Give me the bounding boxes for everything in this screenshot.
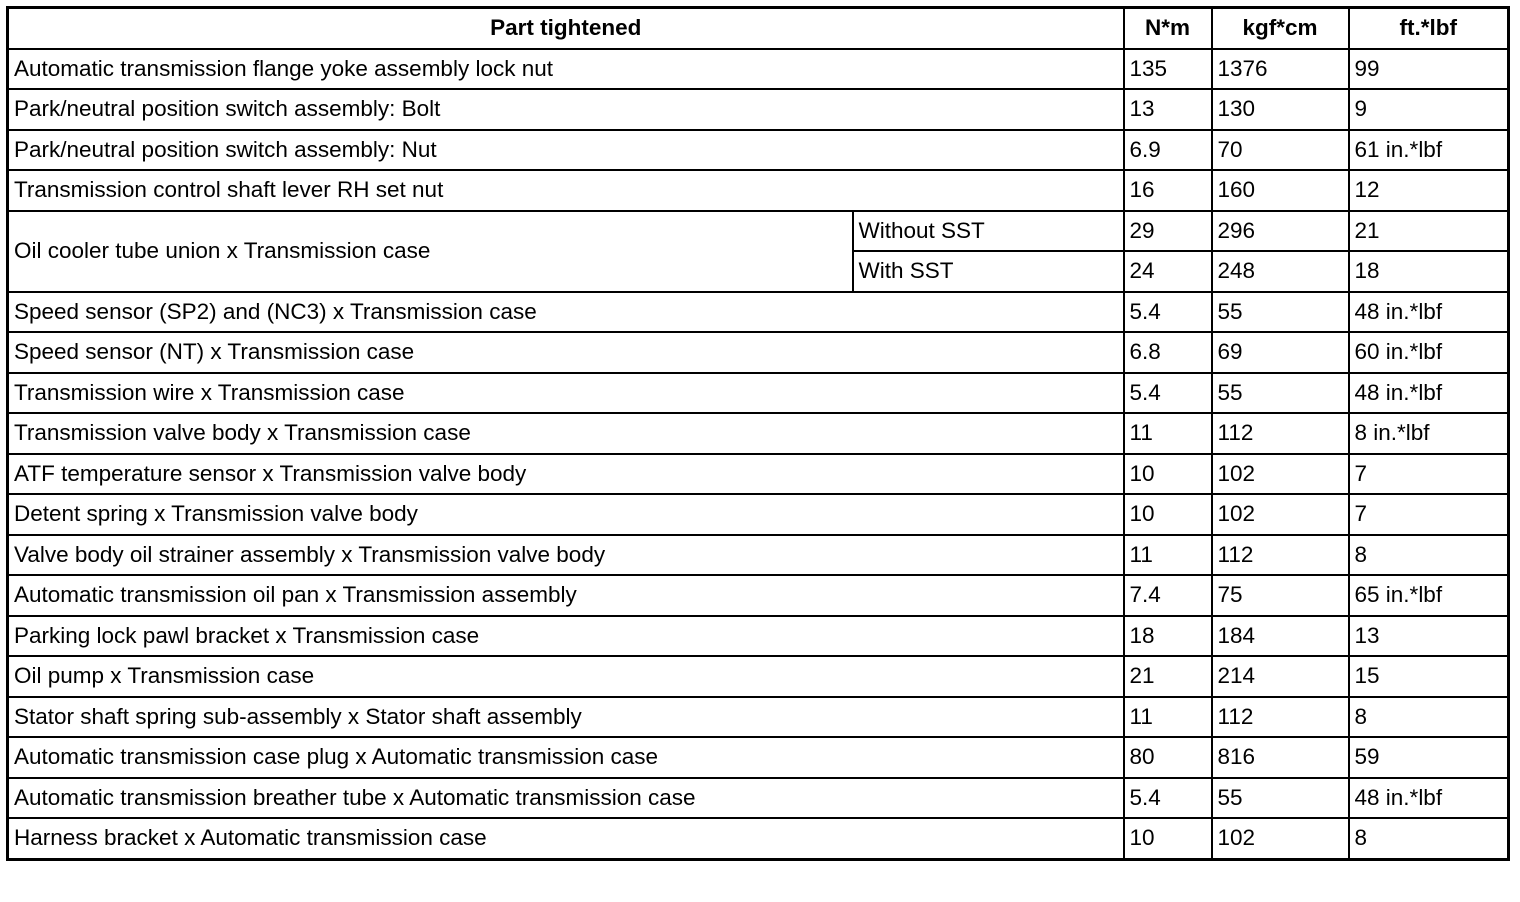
part-cell: ATF temperature sensor x Transmission valve body [8,454,1124,495]
nm-cell: 16 [1124,170,1212,211]
kgf-cm-cell: 184 [1212,616,1349,657]
nm-cell: 5.4 [1124,292,1212,333]
table-row [8,778,1509,819]
nm-cell: 18 [1124,616,1212,657]
table-row [8,535,1509,576]
part-cell: Automatic transmission breather tube x Automatic transmission case [8,778,1124,819]
ft-lbf-cell: 60 in.*lbf [1349,332,1509,373]
nm-cell: 21 [1124,656,1212,697]
part-cell: Park/neutral position switch assembly: Bolt [8,89,1124,130]
kgf-cm-cell: 75 [1212,575,1349,616]
header-part-tightened: Part tightened [8,8,1124,49]
table-row [8,494,1509,535]
table-row [8,211,1509,252]
header-nm: N*m [1124,8,1212,49]
nm-cell: 10 [1124,818,1212,859]
header-kgf-cm: kgf*cm [1212,8,1349,49]
kgf-cm-cell: 112 [1212,413,1349,454]
ft-lbf-cell: 21 [1349,211,1509,252]
ft-lbf-cell: 48 in.*lbf [1349,292,1509,333]
table-row [8,656,1509,697]
ft-lbf-cell: 7 [1349,454,1509,495]
table-row [8,49,1509,90]
ft-lbf-cell: 7 [1349,494,1509,535]
kgf-cm-cell: 214 [1212,656,1349,697]
part-cell: Parking lock pawl bracket x Transmission case [8,616,1124,657]
ft-lbf-cell: 9 [1349,89,1509,130]
kgf-cm-cell: 1376 [1212,49,1349,90]
part-cell: Transmission control shaft lever RH set nut [8,170,1124,211]
part-cell: Detent spring x Transmission valve body [8,494,1124,535]
kgf-cm-cell: 160 [1212,170,1349,211]
nm-cell: 80 [1124,737,1212,778]
part-cell: Automatic transmission case plug x Automatic transmission case [8,737,1124,778]
table-row [8,697,1509,738]
kgf-cm-cell: 102 [1212,454,1349,495]
ft-lbf-cell: 12 [1349,170,1509,211]
condition-cell: With SST [853,251,1124,292]
table-body [8,49,1509,860]
ft-lbf-cell: 99 [1349,49,1509,90]
header-ft-lbf: ft.*lbf [1349,8,1509,49]
kgf-cm-cell: 70 [1212,130,1349,171]
table-row [8,130,1509,171]
nm-cell: 135 [1124,49,1212,90]
nm-cell: 11 [1124,413,1212,454]
ft-lbf-cell: 65 in.*lbf [1349,575,1509,616]
table-row [8,575,1509,616]
nm-cell: 24 [1124,251,1212,292]
part-cell: Oil pump x Transmission case [8,656,1124,697]
table-row [8,292,1509,333]
kgf-cm-cell: 816 [1212,737,1349,778]
kgf-cm-cell: 248 [1212,251,1349,292]
condition-cell: Without SST [853,211,1124,252]
part-cell: Harness bracket x Automatic transmission case [8,818,1124,859]
part-cell: Speed sensor (NT) x Transmission case [8,332,1124,373]
nm-cell: 29 [1124,211,1212,252]
table-row [8,89,1509,130]
table-row [8,170,1509,211]
ft-lbf-cell: 48 in.*lbf [1349,778,1509,819]
part-cell: Stator shaft spring sub-assembly x Stator shaft assembly [8,697,1124,738]
kgf-cm-cell: 112 [1212,535,1349,576]
ft-lbf-cell: 15 [1349,656,1509,697]
table-row [8,616,1509,657]
kgf-cm-cell: 55 [1212,778,1349,819]
table-row [8,454,1509,495]
nm-cell: 11 [1124,535,1212,576]
table-row [8,737,1509,778]
header-row [8,8,1509,49]
table-row [8,373,1509,414]
part-cell: Transmission valve body x Transmission case [8,413,1124,454]
nm-cell: 10 [1124,494,1212,535]
part-cell: Automatic transmission flange yoke assembly lock nut [8,49,1124,90]
torque-spec-table [6,6,1510,861]
nm-cell: 5.4 [1124,778,1212,819]
kgf-cm-cell: 296 [1212,211,1349,252]
table-row [8,413,1509,454]
ft-lbf-cell: 18 [1349,251,1509,292]
ft-lbf-cell: 8 [1349,818,1509,859]
kgf-cm-cell: 102 [1212,494,1349,535]
kgf-cm-cell: 112 [1212,697,1349,738]
nm-cell: 6.9 [1124,130,1212,171]
part-cell: Valve body oil strainer assembly x Transmission valve body [8,535,1124,576]
kgf-cm-cell: 69 [1212,332,1349,373]
ft-lbf-cell: 48 in.*lbf [1349,373,1509,414]
ft-lbf-cell: 61 in.*lbf [1349,130,1509,171]
nm-cell: 11 [1124,697,1212,738]
kgf-cm-cell: 55 [1212,292,1349,333]
nm-cell: 5.4 [1124,373,1212,414]
ft-lbf-cell: 8 [1349,535,1509,576]
part-cell: Transmission wire x Transmission case [8,373,1124,414]
nm-cell: 13 [1124,89,1212,130]
ft-lbf-cell: 8 in.*lbf [1349,413,1509,454]
table-row [8,818,1509,859]
part-cell: Park/neutral position switch assembly: Nut [8,130,1124,171]
kgf-cm-cell: 102 [1212,818,1349,859]
nm-cell: 10 [1124,454,1212,495]
kgf-cm-cell: 55 [1212,373,1349,414]
nm-cell: 6.8 [1124,332,1212,373]
table-row [8,332,1509,373]
part-cell: Automatic transmission oil pan x Transmission assembly [8,575,1124,616]
ft-lbf-cell: 8 [1349,697,1509,738]
part-cell: Oil cooler tube union x Transmission case [8,211,853,292]
kgf-cm-cell: 130 [1212,89,1349,130]
part-cell: Speed sensor (SP2) and (NC3) x Transmission case [8,292,1124,333]
nm-cell: 7.4 [1124,575,1212,616]
ft-lbf-cell: 13 [1349,616,1509,657]
ft-lbf-cell: 59 [1349,737,1509,778]
